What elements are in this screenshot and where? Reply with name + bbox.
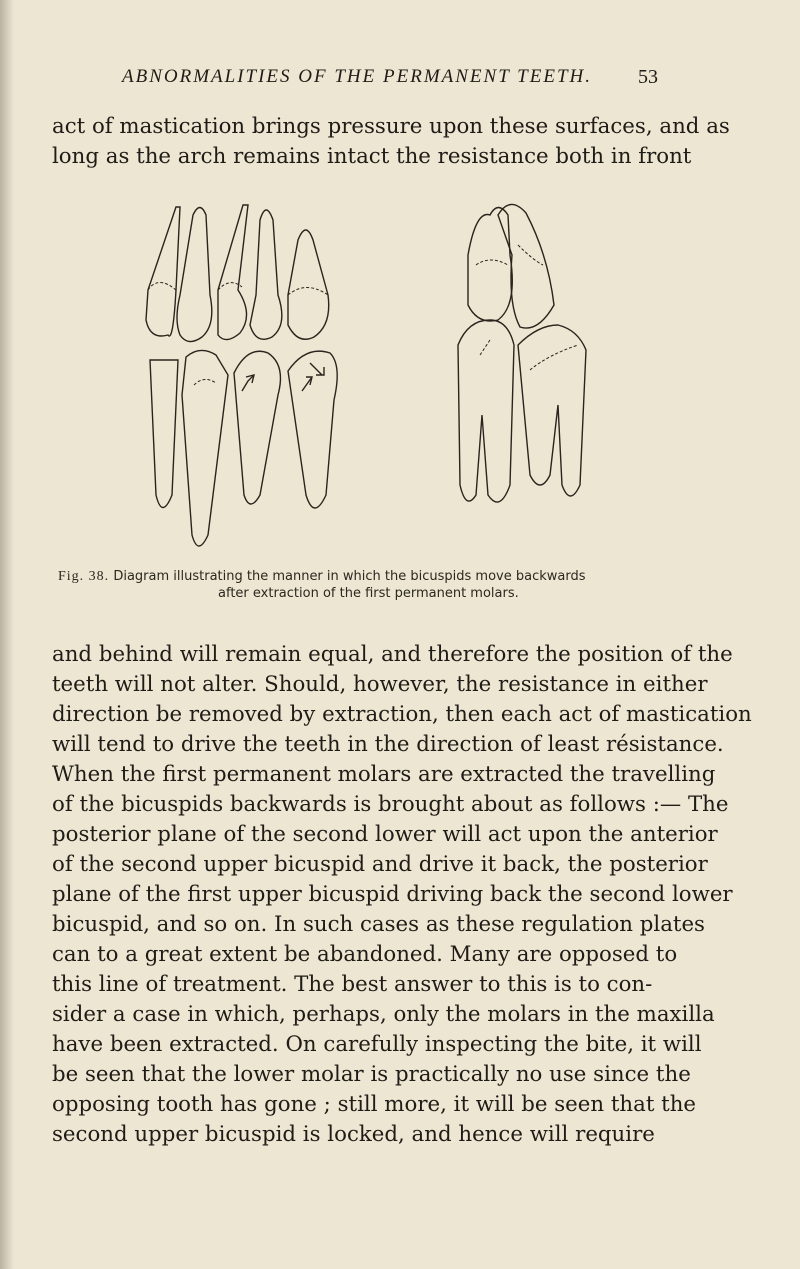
right-molar-group (458, 204, 586, 502)
text-line: posterior plane of the second lower will act upon the anterior (52, 822, 718, 847)
teeth-diagram (138, 195, 658, 560)
page-spine-shadow (0, 0, 14, 1269)
figure-label: Fig. 38. (58, 569, 110, 584)
text-line: this line of treatment. The best answer to this is to con- (52, 972, 653, 997)
teeth-diagram-drawing (138, 195, 658, 560)
page-number: 53 (638, 66, 658, 88)
text-line: sider a case in which, perhaps, only the molars in the maxilla (52, 1002, 715, 1027)
text-line: teeth will not alter. Should, however, the resistance in either (52, 672, 708, 697)
text-line: have been extracted. On carefully inspecting the bite, it will (52, 1032, 702, 1057)
text-line: and behind will remain equal, and therefore the position of the (52, 642, 733, 667)
text-line: plane of the first upper bicuspid driving back the second lower (52, 882, 733, 907)
text-line: of the second upper bicuspid and drive it back, the posterior (52, 852, 708, 877)
text-line: direction be removed by extraction, then each act of mastication (52, 702, 752, 727)
text-line: act of mastication brings pressure upon these surfaces, and as (52, 114, 730, 139)
text-line: of the bicuspids backwards is brought about as follows :— The (52, 792, 729, 817)
paragraph-2 (52, 640, 772, 1150)
text-line: can to a great extent be abandoned. Many are opposed to (52, 942, 678, 967)
text-line: second upper bicuspid is locked, and hence will require (52, 1122, 655, 1147)
left-upper-teeth (146, 205, 329, 375)
text-line: long as the arch remains intact the resistance both in front (52, 144, 692, 169)
paragraph-1 (52, 112, 772, 172)
caption-line-1: Diagram illustrating the manner in which the bicuspids move backwards (113, 569, 586, 584)
text-line: bicuspid, and so on. In such cases as these regulation plates (52, 912, 705, 937)
text-line: opposing tooth has gone ; still more, it will be seen that the (52, 1092, 697, 1117)
text-line: When the first permanent molars are extracted the travelling (52, 762, 716, 787)
text-line: will tend to drive the teeth in the direction of least résistance. (52, 732, 724, 757)
page-header (0, 66, 800, 96)
running-title: ABNORMALITIES OF THE PERMANENT TEETH. (122, 66, 593, 87)
left-lower-teeth (150, 350, 337, 546)
text-line: be seen that the lower molar is practically no use since the (52, 1062, 691, 1087)
caption-line-2: after extraction of the first permanent molars. (218, 586, 519, 601)
figure-caption (58, 568, 748, 602)
